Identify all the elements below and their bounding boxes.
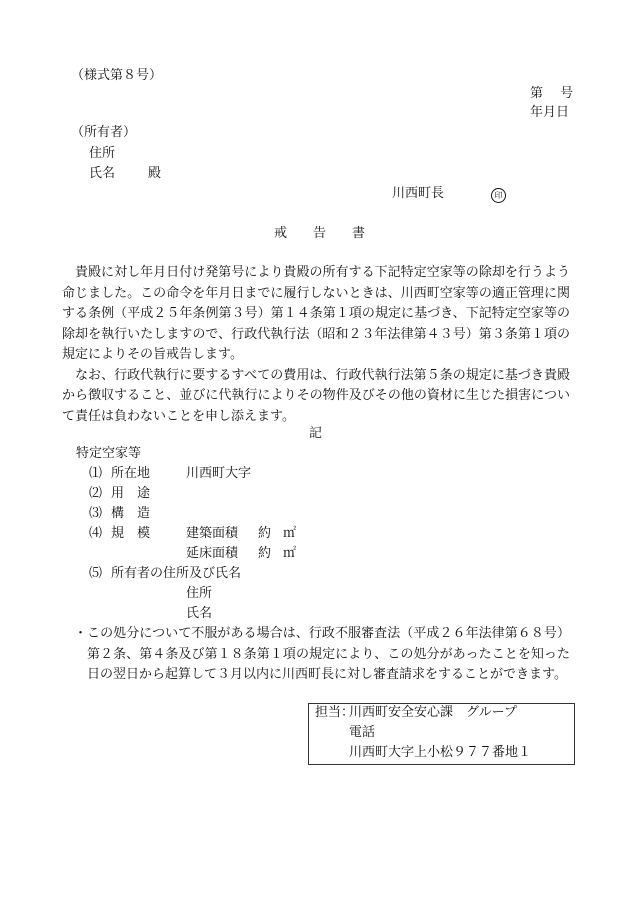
floor-area-approx: 約 (258, 546, 272, 561)
owner-address-label: 住所 (186, 586, 213, 601)
building-area-label: 建築面積 (186, 526, 239, 541)
ki-heading: 記 (309, 426, 323, 441)
item-2-label: 用 途 (111, 486, 151, 501)
contact-department: 川西町安全安心課 グループ (349, 705, 517, 720)
item-1-number: ⑴ (89, 466, 103, 481)
floor-area-unit: ㎡ (283, 546, 297, 561)
item-1-label: 所在地 (111, 466, 151, 481)
contact-phone: 電話 (349, 725, 376, 740)
item-5-label: 所有者の住所及び氏名 (111, 566, 242, 581)
form-number: （様式第８号） (71, 68, 163, 83)
item-4-label: 規 模 (111, 526, 151, 541)
item-3-number: ⑶ (89, 506, 103, 521)
item-2-number: ⑵ (89, 486, 103, 501)
recipient-address-label: 住所 (89, 146, 116, 161)
document-title: 戒 告 書 (274, 226, 366, 241)
owner-name-label: 氏名 (186, 606, 213, 621)
item-5-number: ⑸ (89, 566, 103, 581)
body-text (62, 263, 570, 427)
appeal-notice-text: ・この処分について不服がある場合は、行政不服審査法（平成２６年法律第６８号）第２条、第４条及び第１８条第１項の規定により、この処分があったことを知った日の翌日から起算して３月以内に川西町長に対し審査請求をすることができます。 (74, 626, 570, 682)
building-area-approx: 約 (258, 526, 272, 541)
recipient-heading: （所有者） (71, 125, 137, 140)
body-paragraph-2: なお、行政代執行に要するすべての費用は、行政代執行法第５条の規定に基づき貴殿から徴収すること、並びに代執行によりその物件及びその他の資材に生じた損害について責任は負わないことを申し添えます。 (62, 367, 570, 424)
floor-area-label: 延床面積 (186, 546, 239, 561)
item-4-number: ⑷ (89, 526, 103, 541)
building-area-unit: ㎡ (283, 526, 297, 541)
recipient-name-label: 氏名 (89, 166, 116, 181)
document-date: 年月日 (530, 105, 570, 120)
recipient-honorific: 殿 (148, 166, 162, 181)
issuer-title: 川西町長 (392, 186, 445, 201)
contact-address: 川西町大字上小松９７７番地１ (349, 745, 532, 760)
item-3-label: 構 造 (111, 506, 151, 521)
seal-icon: 印 (491, 188, 506, 203)
property-heading: 特定空家等 (76, 446, 142, 461)
item-1-value: 川西町大字 (186, 466, 252, 481)
appeal-notice (74, 624, 570, 686)
document-number: 第 号 (530, 86, 574, 101)
seal-mark (491, 187, 506, 204)
body-paragraph-1: 貴殿に対し年月日付け発第号により貴殿の所有する下記特定空家等の除却を行うよう命じました。この命令を年月日までに履行しないときは、川西町空家等の適正管理に関する条例（平成２５年条例第３号）第１４条第１項の規定に基づき、下記特定空家等の除却を執行いたしますので、行政代執行法（昭和２３年法律第４３号）第３条第１項の規定によりその旨戒告します。 (62, 265, 570, 362)
contact-label: 担当： (315, 705, 355, 720)
